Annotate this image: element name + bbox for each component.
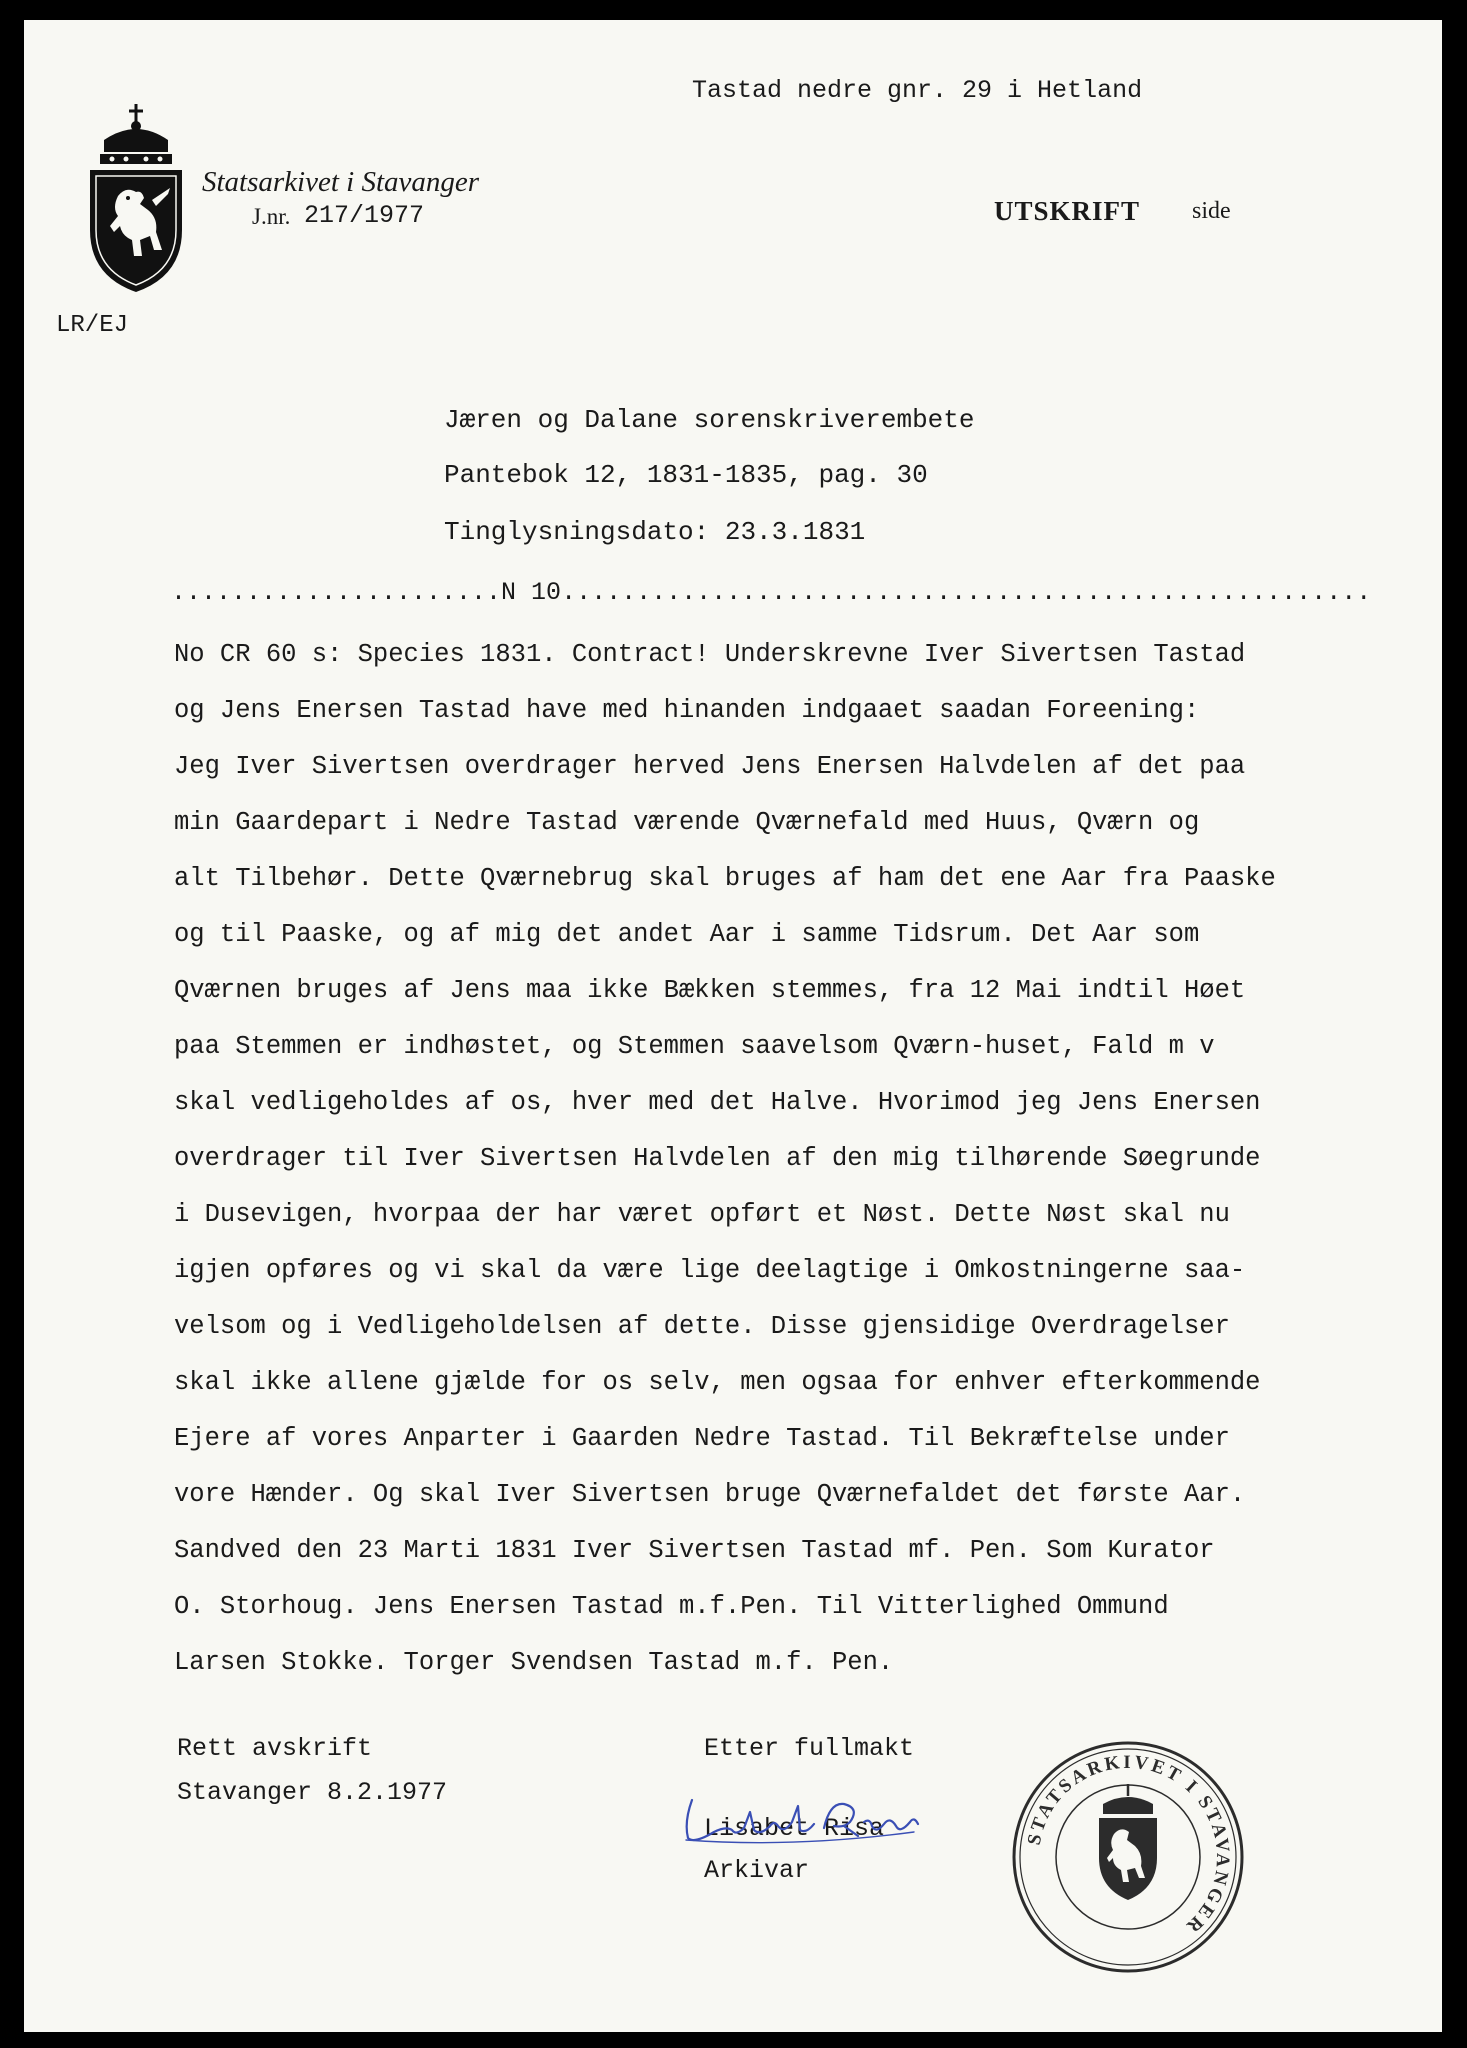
body-line: Larsen Stokke. Torger Svendsen Tastad m.f. Pen. [174,1648,894,1677]
transcript-label: UTSKRIFT [994,196,1141,226]
svg-text:STATSARKIVET I STAVANGER: STATSARKIVET I STAVANGER [1023,1751,1234,1939]
entry-marker: ......................N 10...................................................... [171,578,1372,607]
handwritten-signature [674,1782,924,1854]
reference-initials: LR/EJ [56,312,129,339]
certified-copy-label: Rett avskrift [177,1734,373,1763]
body-line: O. Storhoug. Jens Enersen Tastad m.f.Pen. Til Vitterlighed Ommund [174,1592,1169,1621]
property-reference: Tastad nedre gnr. 29 i Hetland [692,76,1143,105]
source-book: Pantebok 12, 1831-1835, pag. 30 [444,460,928,490]
registration-date: Tinglysningsdato: 23.3.1831 [444,517,866,547]
signer-title: Arkivar [704,1856,810,1885]
transcript-side-label: side [1192,198,1231,224]
body-line: i Dusevigen, hvorpaa der har været opført et Nøst. Dette Nøst skal nu [174,1200,1230,1229]
journal-number: 217/1977 [304,201,425,230]
coat-of-arms-icon [82,100,190,296]
body-line: overdrager til Iver Sivertsen Halvdelen af den mig tilhørende Søegrunde [174,1144,1261,1173]
body-line: skal vedligeholdes af os, hver med det Halve. Hvorimod jeg Jens Enersen [174,1088,1261,1117]
body-line: min Gaardepart i Nedre Tastad værende Qværnefald med Huus, Qværn og [174,808,1200,837]
signer-name: Lisabet Risa [704,1814,885,1843]
archive-seal-icon [1009,1738,1247,1976]
body-line: velsom og i Vedligeholdelsen af dette. Disse gjensidige Overdragelser [174,1312,1230,1341]
body-line: igjen opføres og vi skal da være lige deelagtige i Omkostningerne saa- [174,1256,1246,1285]
body-line: Qværnen bruges af Jens maa ikke Bækken stemmes, fra 12 Mai indtil Høet [174,976,1246,1005]
body-line: og til Paaske, og af mig det andet Aar i samme Tidsrum. Det Aar som [174,920,1200,949]
body-line: Ejere af vores Anparter i Gaarden Nedre Tastad. Til Bekræftelse under [174,1424,1230,1453]
body-line: skal ikke allene gjælde for os selv, men ogsaa for enhver efterkommende [174,1368,1261,1397]
body-line: paa Stemmen er indhøstet, og Stemmen saavelsom Qværn-huset, Fald m v [174,1032,1215,1061]
body-line: vore Hænder. Og skal Iver Sivertsen bruge Qværnefaldet det første Aar. [174,1480,1246,1509]
body-line: alt Tilbehør. Dette Qværnebrug skal bruges af ham det ene Aar fra Paaske [174,864,1276,893]
place-and-date: Stavanger 8.2.1977 [177,1778,448,1807]
archive-office-name: Statsarkivet i Stavanger [202,166,480,198]
source-court: Jæren og Dalane sorenskriverembete [444,405,975,435]
body-line: og Jens Enersen Tastad have med hinanden indgaaet saadan Foreening: [174,696,1200,725]
body-line: Jeg Iver Sivertsen overdrager herved Jens Enersen Halvdelen af det paa [174,752,1246,781]
body-line: Sandved den 23 Marti 1831 Iver Sivertsen Tastad mf. Pen. Som Kurator [174,1536,1215,1565]
document-page [24,20,1442,2032]
body-line: No CR 60 s: Species 1831. Contract! Underskrevne Iver Sivertsen Tastad [174,640,1246,669]
authority-label: Etter fullmakt [704,1734,915,1763]
journal-number-label: J.nr. [252,204,291,229]
